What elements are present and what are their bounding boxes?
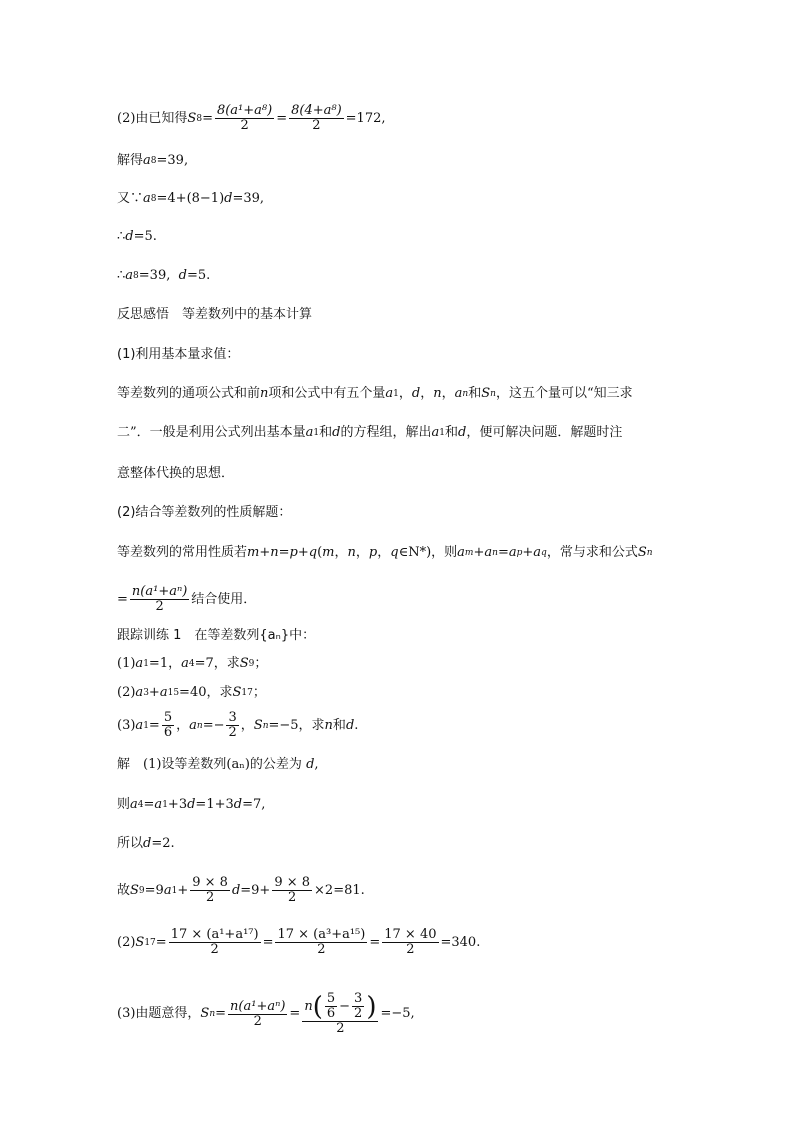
numerator: 9 × 8	[192, 875, 228, 890]
fraction	[289, 104, 344, 133]
line-21: 故 S 9 =9 a 1 + $\frac{9 \times 8}{2}$ d =9+ $\frac{9 \times 8}{2}$ ×2=81.	[117, 875, 365, 905]
text: 和	[332, 717, 346, 733]
inner-fraction	[325, 992, 337, 1021]
minus: −	[339, 998, 351, 1014]
text: 解得	[117, 153, 144, 168]
text: 和	[468, 386, 482, 401]
text: =	[143, 797, 155, 812]
line-13	[117, 585, 256, 614]
var-p: p	[289, 545, 298, 560]
var-s: S	[200, 1006, 210, 1021]
equals: =	[276, 110, 288, 126]
text: 跟踪训练 1 在等差数列{aₙ}中：	[117, 628, 316, 643]
text: =5.	[186, 268, 211, 283]
text: =39,	[138, 268, 179, 283]
var-m: m	[322, 545, 335, 560]
text: +3	[167, 797, 188, 812]
text: 的方程组，解出	[340, 425, 432, 440]
fraction	[275, 928, 367, 957]
var-q: q	[308, 545, 318, 560]
text: 则	[117, 797, 131, 812]
var-a: a	[130, 797, 138, 812]
var-a: a	[533, 545, 542, 560]
line-19: 则 a 4 = a 1 +3 d =1+3 d =7,	[117, 797, 266, 812]
text: =7,	[242, 797, 266, 812]
var-s: S	[135, 934, 145, 950]
text: 意整体代换的思想．	[117, 466, 235, 481]
text: =	[155, 934, 167, 950]
text: ，	[420, 386, 434, 401]
text: =9+	[240, 882, 271, 898]
text: ，这五个量可以“知三求	[495, 386, 633, 401]
text: =340.	[440, 934, 481, 950]
text: +	[473, 545, 485, 560]
compound-numerator	[302, 992, 378, 1022]
text: =	[497, 545, 509, 560]
var-d: d	[345, 717, 355, 733]
var-n: n	[324, 717, 333, 733]
line-12: 等差数列的常用性质若 m + n = p + q ( m ， n ， p ， q ∈N*)，则 a m + a n = a p + a q ，常与求和公式 S n	[117, 545, 653, 560]
text: +	[177, 882, 189, 898]
fraction	[215, 104, 274, 133]
var-p: p	[368, 545, 378, 560]
var-a: a	[457, 545, 465, 560]
line-15: (1) a 1 =1， a 4 =7，求 S 9 ；	[117, 656, 268, 671]
var-a: a	[135, 656, 144, 671]
var-s: S	[239, 656, 249, 671]
text: 解 (1)设等差数列(aₙ)的公差为	[117, 757, 307, 772]
text: 故	[117, 882, 131, 898]
denominator: 2	[312, 118, 321, 133]
text: 二”．一般是利用公式列出基本量	[117, 425, 306, 440]
text: =5.	[133, 229, 157, 244]
var-q: q	[390, 545, 399, 560]
var-a: a	[431, 425, 440, 440]
numerator: n(a¹+aⁿ)	[131, 584, 188, 599]
line-7	[117, 347, 239, 363]
text: ∴	[117, 268, 126, 283]
var-s: S	[187, 110, 197, 126]
left-paren: (	[312, 991, 323, 1022]
var-d: d	[178, 268, 187, 283]
denominator: 2	[336, 1021, 345, 1036]
var-a: a	[125, 268, 134, 283]
fraction	[162, 711, 174, 740]
denominator: 2	[253, 1013, 262, 1029]
denominator: 2	[155, 599, 164, 614]
text: (1)	[117, 656, 136, 671]
text: =	[369, 934, 381, 950]
text: (2)结合等差数列的性质解题：	[117, 505, 292, 520]
text: 和	[445, 425, 459, 440]
var-a: a	[484, 545, 493, 560]
text: ×2=81.	[314, 882, 365, 898]
fraction	[169, 928, 261, 957]
text: +	[297, 545, 309, 560]
text: =7，求	[194, 656, 240, 671]
text: =39,	[232, 191, 265, 206]
text: =−	[202, 717, 225, 733]
text: ，	[355, 545, 369, 560]
numerator: 8(4+a⁸)	[291, 103, 342, 118]
var-d: d	[306, 757, 315, 772]
text: =40，求	[179, 685, 233, 700]
var-a: a	[143, 153, 151, 168]
compound-fraction	[302, 992, 378, 1036]
text: =172,	[345, 110, 386, 126]
var-s: S	[130, 882, 139, 898]
text: =4+(8−1)	[156, 191, 225, 206]
line-17: (3) a 1 = $\frac{5}{6}$ ， a n =− $\frac{3}{2}$ ， S n =−5，求 n 和 d .	[117, 710, 359, 740]
text: 和	[319, 425, 333, 440]
text: .	[354, 717, 359, 733]
denominator: 2	[288, 890, 297, 905]
text: (2)由已知得	[117, 110, 188, 126]
denominator: 2	[228, 725, 237, 740]
text: 项和公式中有五个量	[268, 386, 386, 401]
line-3: 又∵ a 8 =4+(8−1) d =39,	[117, 191, 265, 206]
text: =1+3	[195, 797, 234, 812]
text: ，常与求和公式	[546, 545, 638, 560]
denominator: 2	[240, 118, 249, 133]
text: ，	[240, 717, 254, 733]
section-heading	[117, 307, 312, 323]
var-d: d	[187, 797, 196, 812]
line-10	[117, 466, 234, 482]
var-n: n	[260, 386, 269, 401]
text: ，	[441, 386, 455, 401]
text: (3)	[117, 717, 136, 733]
var-a: a	[154, 797, 163, 812]
line-1: (2)由已知得 S 8 = $\frac{\text{8(a¹+a⁸)}}{2}$ = $\frac{\text{8(4+a⁸)}}{2}$ =172,	[117, 103, 386, 133]
denominator: 2	[205, 890, 215, 905]
var-a: a	[159, 685, 168, 700]
line-11	[117, 505, 291, 521]
var-a: a	[454, 386, 463, 401]
var-a: a	[508, 545, 517, 560]
text: =	[278, 545, 290, 560]
numerator: n(a¹+aⁿ)	[230, 998, 286, 1014]
line-18	[117, 757, 319, 773]
text: ，	[377, 545, 391, 560]
numerator: 3	[228, 710, 237, 725]
var-d: d	[231, 882, 241, 898]
text: ，	[176, 717, 190, 733]
fraction	[190, 876, 230, 905]
var-a: a	[305, 425, 314, 440]
var-n: n	[347, 545, 356, 560]
heading-text: 反思感悟 等差数列中的基本计算	[117, 307, 313, 322]
var-d: d	[125, 229, 134, 244]
text: (2)	[117, 934, 136, 950]
var-a: a	[143, 191, 151, 206]
var-a: a	[135, 685, 144, 700]
line-16: (2) a 3 + a 15 =40，求 S 17 ；	[117, 685, 266, 700]
var-n: n	[304, 998, 313, 1014]
text: =39,	[156, 153, 189, 168]
text: ，	[334, 545, 348, 560]
var-a: a	[181, 656, 189, 671]
var-a: a	[189, 717, 197, 733]
line-9: 二”．一般是利用公式列出基本量 a 1 和 d 的方程组，解出 a 1 和 d ，便可解决问题．解题时注	[117, 425, 623, 440]
fraction	[228, 1000, 287, 1029]
var-m: m	[247, 545, 260, 560]
text: ，便可解决问题．解题时注	[466, 425, 623, 440]
denominator: 2	[406, 942, 415, 957]
text: 所以	[117, 836, 144, 851]
text: =2.	[151, 836, 175, 851]
text: 结合使用．	[191, 591, 257, 607]
numerator: 5	[326, 991, 336, 1006]
equals: =	[117, 591, 128, 607]
equals: =	[202, 110, 213, 126]
text: +	[522, 545, 534, 560]
text: ，	[398, 386, 412, 401]
var-s: S	[253, 717, 263, 733]
text: 又∵	[117, 191, 144, 206]
text: ∈N*)，则	[398, 545, 458, 560]
line-22: (2) S 17 = $\frac{\text{17 × (a¹+a¹⁷)}}{2}$ = $\frac{\text{17 × (a³+a¹⁵)}}{2}$ = $\frac{17 \times 40}{2}$ =340.	[117, 927, 481, 957]
text: ,	[314, 757, 319, 772]
numerator: 17 × (a¹+a¹⁷)	[170, 927, 259, 942]
line-20	[117, 836, 175, 852]
denominator: 6	[163, 725, 173, 740]
var-d: d	[332, 425, 341, 440]
right-paren: )	[366, 991, 377, 1022]
denominator: 2	[354, 1006, 363, 1021]
var-s: S	[481, 386, 491, 401]
text: (3)由题意得，	[117, 1006, 201, 1021]
line-14	[117, 628, 315, 644]
var-a: a	[135, 717, 144, 733]
line-5: ∴ a 8 =39, d =5.	[117, 268, 211, 283]
text: +	[148, 685, 160, 700]
var-d: d	[224, 191, 233, 206]
text: =	[215, 1006, 227, 1021]
denominator: 2	[210, 942, 219, 957]
numerator: 9 × 8	[274, 875, 311, 890]
var-a: a	[163, 882, 172, 898]
fraction	[130, 585, 189, 614]
line-8: 等差数列的通项公式和前 n 项和公式中有五个量 a 1 ， d ， n ， a n 和 S n ，这五个量可以“知三求	[117, 386, 633, 401]
denominator: 2	[317, 942, 326, 957]
var-d: d	[233, 797, 243, 812]
text: =	[148, 717, 160, 733]
fraction	[272, 876, 312, 905]
text: (1)利用基本量求值：	[117, 347, 240, 362]
var-n: n	[270, 545, 279, 560]
text: +	[259, 545, 271, 560]
text: (2)	[117, 685, 136, 700]
line-4	[117, 229, 157, 245]
text: (	[317, 545, 323, 560]
var-s: S	[232, 685, 242, 700]
text: ∴	[117, 229, 126, 244]
var-n: n	[433, 386, 442, 401]
var-a: a	[385, 386, 394, 401]
numerator: 3	[354, 991, 363, 1006]
var-d: d	[411, 386, 421, 401]
var-d: d	[458, 425, 467, 440]
text: 等差数列的通项公式和前	[117, 386, 261, 401]
var-s: S	[637, 545, 647, 560]
text: =1，	[148, 656, 182, 671]
text: =	[262, 934, 274, 950]
fraction	[226, 711, 238, 740]
text: =	[289, 1006, 301, 1021]
text: =−5,	[380, 1006, 415, 1021]
text: =9	[144, 882, 164, 898]
line-23: (3)由题意得， S n = $\frac{\text{n(a¹+aⁿ)}}{2}$ = n ( $\frac{5}{6}$ − $\frac{3}{2}$ ) 2 =−5,	[117, 991, 415, 1036]
numerator: 8(a¹+a⁸)	[216, 103, 273, 118]
denominator: 6	[326, 1006, 336, 1021]
text: ；	[254, 656, 268, 671]
text: ；	[252, 685, 266, 700]
numerator: 17 × 40	[384, 927, 437, 942]
text: =−5，求	[268, 717, 325, 733]
numerator: 17 × (a³+a¹⁵)	[277, 927, 366, 942]
text: 等差数列的常用性质若	[117, 545, 248, 560]
line-2: 解得 a 8 =39,	[117, 153, 189, 168]
inner-fraction	[352, 992, 364, 1021]
fraction	[382, 928, 438, 957]
var-d: d	[143, 836, 152, 851]
numerator: 5	[163, 710, 173, 725]
